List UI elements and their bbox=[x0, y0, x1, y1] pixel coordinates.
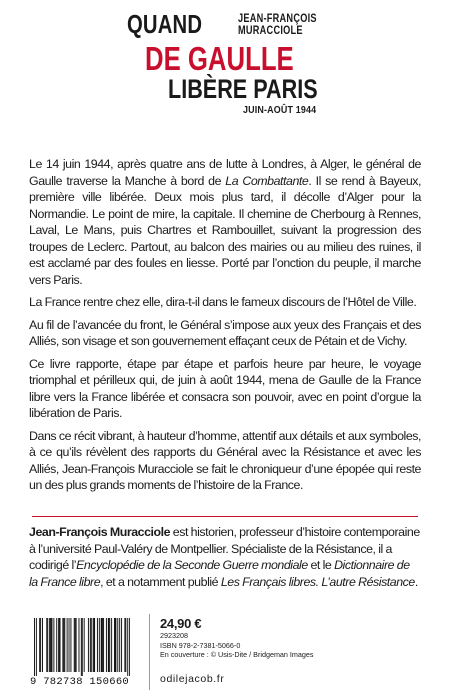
barcode-bar bbox=[114, 618, 115, 672]
section-divider bbox=[32, 516, 418, 517]
barcode-bar bbox=[101, 618, 102, 672]
barcode bbox=[30, 616, 130, 688]
barcode-digits: 9 782738 150660 bbox=[30, 676, 130, 688]
barcode-bar bbox=[108, 618, 109, 672]
barcode-bar bbox=[34, 618, 35, 676]
publisher-info bbox=[160, 617, 314, 660]
back-cover-blurb bbox=[29, 156, 421, 500]
bio-text-1: est historien, professeur d’histoire contemporaine à l’université Paul-Valéry de Montpellier. Spécialiste de la Résistance, il a codirigé l’ bbox=[29, 525, 420, 572]
blurb-p1-text: Le 14 juin 1944, après quatre ans de lutte à Londres, à Alger, le général de Gaulle traverse la Manche à bord de bbox=[29, 157, 421, 188]
isbn: ISBN 978-2-7381-5066-0 bbox=[160, 640, 241, 650]
barcode-bar bbox=[81, 618, 82, 676]
barcode-bar bbox=[102, 618, 103, 672]
barcode-bar bbox=[36, 618, 37, 676]
blurb-paragraph-4: Ce livre rapporte, étape par étape et parfois heure par heure, le voyage triomphal et périlleux qui, de juin à août 1944, mena de Gaulle de la France libre vers la France libérée et consacra son pouvoir, avec en point d’orgue la libération de Paris. bbox=[29, 356, 421, 420]
barcode-bar bbox=[63, 618, 64, 672]
bio-text-2: et le bbox=[307, 558, 335, 572]
blurb-p1-rest: . Il se rend à Bayeux, première ville libérée. Deux mois plus tard, il décolle d’Alger pour la Normandie. Le point de mire, la capitale. Il chemine de Cherbourg à Rennes, Laval, Le Mans, puis Chartres et Rambouillet, suivant la progression des troupes de Leclerc. Partout, au balcon des mairies ou au milieu des ruines, il est acclamé par des foules en liesse. Porté par l’onction du peuple, il marche vers Paris. bbox=[29, 173, 422, 287]
barcode-bar bbox=[56, 618, 57, 672]
barcode-bar bbox=[93, 618, 94, 672]
author-last-name: MURACCIOLE bbox=[238, 25, 303, 37]
barcode-bar bbox=[84, 618, 85, 672]
barcode-bar bbox=[42, 618, 43, 672]
bio-work-dictionnaire: Dictionnaire de la France libre bbox=[29, 558, 410, 589]
title-line-quand: QUAND bbox=[127, 9, 203, 39]
blurb-paragraph-3: Au fil de l’avancée du front, le Général s’impose aux yeux des Français et des Alliés, son visage et son gouvernement effaçant ceux de Pétain et de Vichy. bbox=[29, 317, 421, 348]
barcode-bar bbox=[97, 618, 98, 672]
barcode-bar bbox=[119, 618, 120, 672]
barcode-bar bbox=[67, 618, 68, 672]
barcode-bar bbox=[103, 618, 104, 672]
barcode-bar bbox=[60, 618, 61, 672]
bio-author-name: Jean-François Muracciole bbox=[29, 525, 171, 539]
barcode-icon bbox=[30, 616, 130, 676]
barcode-bar bbox=[74, 618, 75, 672]
barcode-bar bbox=[109, 618, 110, 672]
author-bio bbox=[29, 524, 421, 590]
barcode-bar bbox=[127, 618, 128, 676]
barcode-bar bbox=[49, 618, 50, 672]
barcode-bar bbox=[121, 618, 122, 672]
barcode-bar bbox=[115, 618, 116, 672]
barcode-bar bbox=[91, 618, 92, 672]
cover-title-block bbox=[0, 6, 450, 114]
barcode-bar bbox=[117, 618, 118, 672]
barcode-divider bbox=[149, 614, 150, 690]
barcode-bar bbox=[94, 618, 95, 672]
bio-text-3: , et a notamment publié bbox=[100, 574, 221, 589]
barcode-bar bbox=[125, 618, 126, 672]
title-dates: JUIN-AOÛT 1944 bbox=[243, 104, 317, 116]
barcode-bar bbox=[53, 618, 54, 672]
barcode-bar bbox=[129, 618, 130, 676]
barcode-bar bbox=[58, 618, 59, 672]
barcode-bar bbox=[82, 618, 83, 676]
barcode-bar bbox=[99, 618, 100, 672]
barcode-bar bbox=[51, 618, 52, 672]
barcode-bar bbox=[88, 618, 89, 672]
barcode-bar bbox=[70, 618, 71, 672]
barcode-bar bbox=[47, 618, 48, 672]
bio-work-francais-libres: Les Français libres. L’autre Résistance bbox=[220, 574, 415, 589]
blurb-paragraph-2: La France rentre chez elle, dira-t-il dans le fameux discours de l’Hôtel de Ville. bbox=[29, 295, 417, 309]
barcode-bar bbox=[46, 618, 47, 672]
blurb-paragraph-1 bbox=[29, 156, 421, 288]
author-first-name: JEAN-FRANÇOIS bbox=[238, 13, 317, 25]
barcode-bar bbox=[39, 618, 40, 672]
barcode-bar bbox=[62, 618, 63, 672]
ship-name: La Combattante bbox=[225, 173, 309, 188]
barcode-bar bbox=[75, 618, 76, 672]
barcode-bar bbox=[106, 618, 107, 672]
barcode-bar bbox=[76, 618, 77, 672]
title-line-libere-paris: LIBÈRE PARIS bbox=[168, 74, 318, 104]
cover-credit: En couverture : © Usis-Dite / Bridgeman Images bbox=[160, 650, 314, 659]
bio-work-encyclopedie: Encyclopédie de la Seconde Guerre mondiale bbox=[76, 558, 308, 572]
barcode-bar bbox=[50, 618, 51, 672]
barcode-bar bbox=[69, 618, 70, 672]
barcode-bar bbox=[124, 618, 125, 672]
blurb-paragraph-5: Dans ce récit vibrant, à hauteur d’homme, attentif aux détails et aux symboles, à ce qu’ils révèlent des rapports du Général avec la Résistance et avec les Alliés, Jean-François Muracciole se fait le chroniqueur d’une épopée qui reste un des plus grands moments de l’histoire de la France. bbox=[29, 428, 421, 492]
internal-code: 2923208 bbox=[160, 631, 188, 640]
price: 24,90 € bbox=[160, 616, 202, 631]
barcode-bar bbox=[79, 618, 80, 672]
title-line-de-gaulle: DE GAULLE bbox=[145, 40, 294, 77]
barcode-bar bbox=[40, 618, 41, 672]
publisher-website: odilejacob.fr bbox=[160, 673, 225, 685]
barcode-bar bbox=[64, 618, 65, 672]
bio-text-4: . bbox=[414, 574, 418, 589]
barcode-bar bbox=[111, 618, 112, 672]
barcode-bar bbox=[90, 618, 91, 672]
